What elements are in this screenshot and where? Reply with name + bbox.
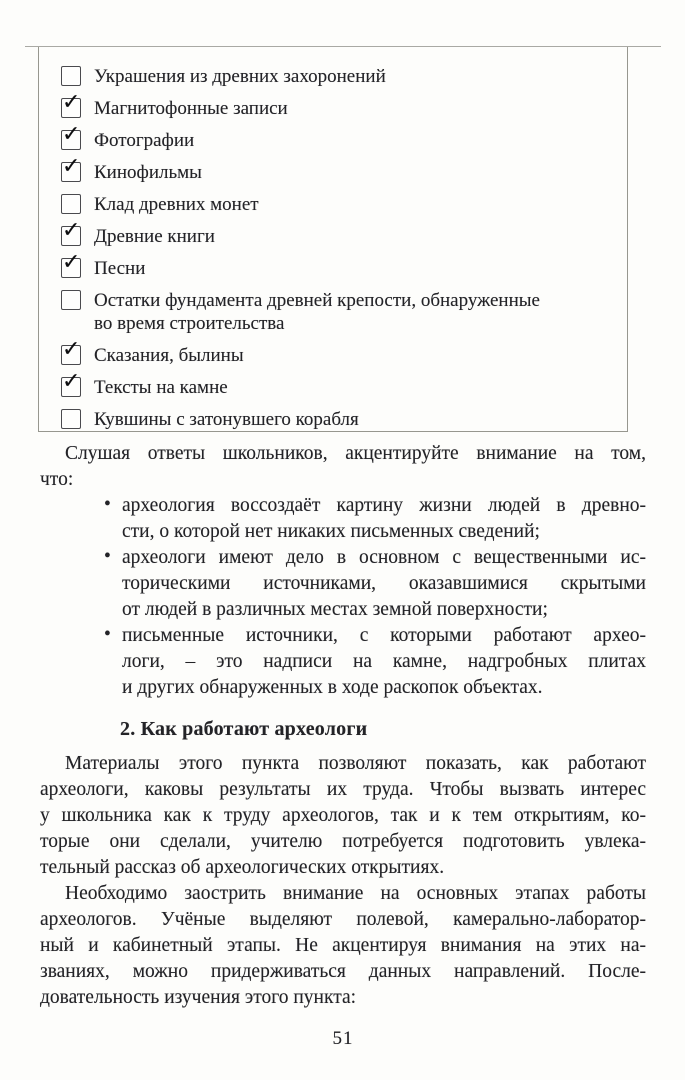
bullet-item: [40, 493, 646, 545]
checkbox[interactable]: [61, 290, 81, 310]
text-line: Украшения из древних захоронений: [94, 66, 386, 87]
checklist-item: [61, 154, 613, 184]
checkbox[interactable]: [61, 250, 81, 278]
checkbox[interactable]: [61, 369, 81, 397]
checklist-item-label: [94, 289, 613, 335]
text-line: у школьника как к труду археологов, так и к тем открытиям, ко-: [40, 805, 646, 826]
text-line: тельный рассказ об археологических открытиях.: [40, 857, 445, 878]
text-line: археология воссоздаёт картину жизни людей в древно-: [122, 495, 646, 516]
text-line: и других обнаруженных в ходе раскопок объектах.: [122, 677, 543, 698]
checkbox[interactable]: [61, 337, 81, 365]
text-line: логи, – это надписи на камне, надгробных плитах: [122, 651, 646, 672]
checklist-item: [61, 193, 613, 216]
checklist-item: [61, 337, 613, 367]
text-line: Необходимо заострить внимание на основных этапах работы: [65, 883, 646, 904]
text-line: от людей в различных местах земной поверхности;: [122, 599, 548, 620]
bullet-icon: •: [104, 494, 111, 515]
checkbox[interactable]: [61, 66, 81, 86]
checkbox[interactable]: [61, 409, 81, 429]
checklist-item: [61, 250, 613, 280]
checkmark-icon: ✓: [62, 337, 81, 362]
text-line: Фотографии: [94, 130, 195, 151]
text-line: Материалы этого пункта позволяют показать, как работают: [65, 753, 646, 774]
checklist-item: [61, 289, 613, 335]
text-line: Слушая ответы школьников, акцентируйте внимание на том,: [65, 443, 646, 464]
text-line: Магнитофонные записи: [94, 98, 288, 119]
checklist-item-label: [94, 225, 613, 248]
checkmark-icon: ✓: [62, 369, 81, 394]
intro-paragraph: [40, 441, 646, 493]
checkbox[interactable]: [61, 154, 81, 182]
checklist-item-label: [94, 65, 613, 88]
checklist-panel: [38, 47, 628, 432]
bullet-icon: •: [104, 546, 111, 567]
text-line: Кувшины с затонувшего корабля: [94, 409, 359, 430]
checkbox[interactable]: [61, 218, 81, 246]
text-line: Кинофильмы: [94, 162, 202, 183]
bullet-item: [40, 545, 646, 623]
checklist-item-label: [94, 193, 613, 216]
text-line: сти, о которой нет никаких письменных сведений;: [122, 521, 540, 542]
checklist-item-label: [94, 408, 613, 431]
text-line: Тексты на камне: [94, 377, 228, 398]
checkbox[interactable]: [61, 122, 81, 150]
checkmark-icon: ✓: [62, 250, 81, 275]
checklist-item: [61, 218, 613, 248]
text-line: что:: [40, 469, 74, 490]
checkmark-icon: ✓: [62, 122, 81, 147]
checkbox[interactable]: [61, 90, 81, 118]
checkbox[interactable]: [61, 194, 81, 214]
page-body: [40, 441, 646, 1011]
checklist-item-label: [94, 376, 613, 399]
checklist-item-label: [94, 129, 613, 152]
checklist-item: [61, 90, 613, 120]
text-line: довательность изучения этого пункта:: [40, 987, 357, 1008]
text-line: званиях, можно придерживаться данных направлений. После-: [40, 961, 646, 982]
page-number: 51: [332, 1028, 354, 1049]
checkmark-icon: ✓: [62, 218, 81, 243]
text-line: Остатки фундамента древней крепости, обнаруженные: [94, 290, 540, 311]
checklist-item: [61, 408, 613, 431]
checkmark-icon: ✓: [62, 154, 81, 179]
checklist-item: [61, 369, 613, 399]
bullet-item: [40, 623, 646, 701]
paragraph: [40, 881, 646, 1011]
checklist-item: [61, 65, 613, 88]
checklist-item-label: [94, 161, 613, 184]
text-line: во время строительства: [94, 313, 285, 334]
text-line: Древние книги: [94, 226, 215, 247]
text-line: торическими источниками, оказавшимися скрытыми: [122, 573, 646, 594]
checklist-item-label: [94, 97, 613, 120]
checklist-item: [61, 122, 613, 152]
checklist-item-label: [94, 257, 613, 280]
text-line: археологов. Учёные выделяют полевой, камерально-лаборатор-: [40, 909, 646, 930]
text-line: ный и кабинетный этапы. Не акцентируя внимания на этих на-: [40, 935, 646, 956]
text-line: археологи имеют дело в основном с вещественными ис-: [122, 547, 646, 568]
checkmark-icon: ✓: [62, 90, 81, 115]
text-line: письменные источники, с которыми работают архео-: [122, 625, 646, 646]
bullet-icon: •: [104, 624, 111, 645]
text-line: археологи, каковы результаты их труда. Чтобы вызвать интерес: [40, 779, 646, 800]
checklist-item-label: [94, 344, 613, 367]
text-line: Песни: [94, 258, 146, 279]
text-line: Сказания, былины: [94, 345, 244, 366]
text-line: Клад древних монет: [94, 194, 259, 215]
section-heading: 2. Как работают археологи: [120, 718, 368, 740]
text-line: торые они сделали, учителю потребуется подготовить увлека-: [40, 831, 646, 852]
paragraph: [40, 751, 646, 881]
